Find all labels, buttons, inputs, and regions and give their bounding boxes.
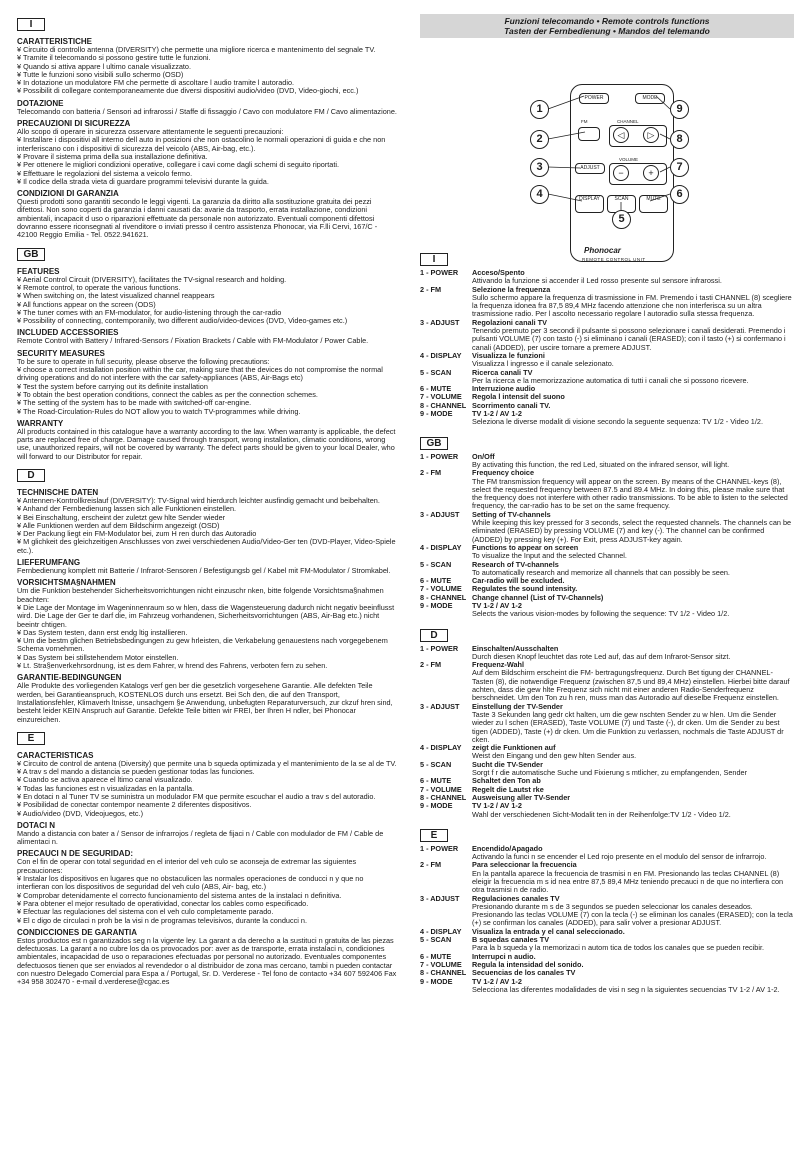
- function-row: [420, 469, 794, 510]
- function-title: Research of TV-channels: [472, 559, 559, 569]
- function-row: [420, 936, 794, 953]
- function-desc: To visualize the Input and the selected Channel.: [472, 551, 627, 561]
- function-row: [420, 895, 794, 928]
- function-key: 1 - POWER: [420, 643, 459, 653]
- function-desc: Auf dem Bildschirm erscheint die FM- bertragungsfrequenz. Durch Bet tigung der CHANNEL-Tasten (8), die notwendige Frequenz (zwischen 87,5 und 89,4 MHz) einstellen. Hierbei bitte darauf achten, dass die gew hlte Frequenz sich nicht mit einer anderen Radio-Senderfrequenz berschneidet. Um den Ton zu h ren, muss man das Autoradio auf dieselbe Frequenz einstellen.: [472, 668, 790, 703]
- feature-item: ¥ Audio/video (DVD, Videojuegos, etc.): [17, 810, 397, 818]
- function-title: TV 1-2 / AV 1-2: [472, 600, 522, 610]
- callout-4: 4: [530, 185, 549, 204]
- feature-item: ¥ Tramite il telecomando si possono gestire tutte le funzioni.: [17, 54, 397, 62]
- volume-down-button[interactable]: −: [613, 165, 629, 181]
- function-body: [472, 802, 794, 819]
- power-button[interactable]: POWER: [579, 93, 609, 104]
- warranty-text: Questi prodotti sono garantiti secondo le leggi vigenti. La garanzia da diritto alla sostituzione gratuita dei pezzi difettosi. Non sono coperti da garanzia i danni causati da: avarie da trasporto, errata installazione, condizioni ambientali, incapacit d uso o riparazioni effettuate da personale non autorizzato. Eventuali componenti difettosi dovranno essere riconsegnati al rivenditore o inviati presso il centro assistenza Phonocar, via F.lli Cervi, 167/C - 42100 Reggio Emilia - Tel. 0522.941621.: [17, 197, 378, 240]
- function-body: [472, 561, 794, 578]
- function-title: Frequency choice: [472, 468, 535, 478]
- function-desc: Sullo schermo appare la frequenza di trasmissione in FM. Premendo i tasti CHANNEL (8) scegliere la frequenza idonea fra 87,5 89,4 MHz facendo attenzione che non interferisca su un altra trasmissione radio. Per l ascolto necessario regolare l autoradio sulla stessa frequenza.: [472, 292, 792, 319]
- feature-item: ¥ In dotazione un modulatore FM che permette di ascoltare l audio tramite l autoradio.: [17, 79, 397, 87]
- callout-2: 2: [530, 130, 549, 149]
- function-body: [472, 269, 794, 286]
- feature-item: ¥ Antennen-Kontrollkreislauf (DIVERSITY): TV-Signal wird hierdurch leichter ausfindig gemacht und beibehalten.: [17, 497, 397, 505]
- function-key: 4 - DISPLAY: [420, 743, 462, 753]
- function-body: [472, 369, 794, 386]
- function-key: 7 - VOLUME: [420, 784, 462, 794]
- function-key: 8 - CHANNEL: [420, 792, 467, 802]
- function-title: Car-radio will be excluded.: [472, 576, 565, 586]
- feature-item: ¥ Remote control, to operate the various functions.: [17, 284, 397, 292]
- function-key: 4 - DISPLAY: [420, 350, 462, 360]
- language-badge: GB: [17, 248, 45, 261]
- function-title: Secuencias de los canales TV: [472, 968, 576, 978]
- function-body: [472, 469, 794, 510]
- feature-item: ¥ Possibilit di collegare contemporaneamente due diversi dispositivi audio/video (DVD, Video-giochi, ecc.): [17, 87, 397, 95]
- safety-item: ¥ Installare i dispositivi all interno dell auto in posizioni che non ostacolino le normali operazioni di guida e che non interferiscano con i dispositivi di sicurezza del veicolo (ABS, Air-bag, etc.).: [17, 136, 397, 153]
- accessories-text: Remote Control with Battery / Infrared-Sensors / Fixation Brackets / Cable with FM-Modulator / Power Cable.: [17, 336, 369, 346]
- function-body: [472, 661, 794, 702]
- warranty-text: All products contained in this catalogue have a warranty according to the law. When warranty is applicable, the defect parts are replaced free of charge. Damage caused through transport, wrong installation, climatic conditions, wrong use, unauthorized repairs, will not be covered by warranty. The defect parts should be given to your local Dealer, who will forward to our Distributor for repair.: [17, 426, 396, 461]
- feature-item: ¥ Posibilidad de conectar contempor neamente 2 diferentes dispositivos.: [17, 801, 397, 809]
- features-heading: FEATURES: [17, 266, 60, 276]
- function-row: [420, 319, 794, 352]
- function-title: Visualiza la entrada y el canal seleccionado.: [472, 926, 625, 936]
- callout-5: 5: [612, 210, 631, 229]
- function-title: Encendido/Apagado: [472, 843, 543, 853]
- safety-intro: To be sure to operate in full security, please observe the following precautions:: [17, 356, 270, 366]
- accessories-heading: DOTACI N: [17, 820, 56, 830]
- function-body: [472, 861, 794, 894]
- features-heading: CARATTERISTICHE: [17, 37, 92, 46]
- functions-list: [420, 249, 794, 994]
- banner-line-2: Tasten der Fernbedienung • Mandos del telemando: [504, 26, 710, 36]
- function-title: Einstellung der TV-Sender: [472, 701, 563, 711]
- channel-down-button[interactable]: ◁: [613, 127, 629, 143]
- feature-item: ¥ A trav s del mando a distancia se pueden gestionar todas las funciones.: [17, 768, 397, 776]
- function-title: Sucht die TV-Sender: [472, 759, 543, 769]
- function-title: Functions to appear on screen: [472, 542, 579, 552]
- function-desc: Visualizza l ingresso e il canale selezionato.: [472, 359, 614, 369]
- feature-item: ¥ Circuito de control de antena (Diversity) que permite una b squeda optimizada y el mantenimiento de la se al de TV.: [17, 760, 397, 768]
- function-key: 9 - MODE: [420, 600, 453, 610]
- function-desc: Presionando durante m s de 3 segundos se pueden seleccionar los canales deseados. Presionando las teclas VOLUME (7) con la tecla (-) se eliminan los canales (ERASED); con la tecla (+) se confirman los canales (ADDED), para salir volver a presionar ADJUST.: [472, 901, 793, 928]
- function-key: 8 - CHANNEL: [420, 968, 467, 978]
- volume-label: VOLUME: [619, 157, 639, 162]
- safety-heading: SECURITY MEASURES: [17, 348, 105, 358]
- safety-intro: Allo scopo di operare in sicurezza osservare attentamente le seguenti precauzioni:: [17, 127, 284, 137]
- function-row: [420, 286, 794, 319]
- feature-item: ¥ Der Packung liegt ein FM-Modulator bei, zum H ren durch das Autoradio: [17, 530, 397, 538]
- callout-3: 3: [530, 158, 549, 177]
- callout-lines: [420, 38, 794, 268]
- feature-item: ¥ Tutte le funzioni sono visibili sullo schermo (OSD): [17, 71, 397, 79]
- remote-unit-caption: REMOTE CONTROL UNIT: [582, 257, 646, 262]
- function-row: [420, 453, 794, 470]
- function-key: 4 - DISPLAY: [420, 542, 462, 552]
- feature-item: ¥ The tuner comes with an FM-modulator, for audio-listening through the car-radio: [17, 309, 397, 317]
- function-key: 6 - MUTE: [420, 384, 452, 394]
- function-desc: Weist den Eingang und den gew hlten Sender aus.: [472, 751, 637, 761]
- function-key: 8 - CHANNEL: [420, 592, 467, 602]
- function-body: [472, 286, 794, 319]
- function-body: [472, 511, 794, 544]
- safety-item: ¥ Efectuar las regulaciones del sistema con el veh culo completamente parado.: [17, 908, 397, 916]
- function-title: Interruzione audio: [472, 384, 536, 394]
- function-row: [420, 544, 794, 561]
- function-key: 7 - VOLUME: [420, 392, 462, 402]
- function-body: [472, 453, 794, 470]
- function-title: Scorrimento canali TV.: [472, 400, 551, 410]
- function-desc: The FM transmission frequency will appear on the screen. By means of the CHANNEL-keys (8), select the requested frequency between 87.5 and 89.4 MHz. In doing this, please make sure that the frequency does not interfere with other radio transmissions. To be able to listen to the selected frequency, the car-radio has to be set on the same frequency.: [472, 476, 788, 511]
- callout-8: 8: [670, 130, 689, 149]
- function-key: 4 - DISPLAY: [420, 926, 462, 936]
- function-key: 6 - MUTE: [420, 776, 452, 786]
- function-key: 3 - ADJUST: [420, 509, 460, 519]
- function-desc: Selecciona las diferentes modalidades de visi n seg n la siguientes secuencias TV 1-2 / AV 1-2.: [472, 984, 780, 994]
- function-body: [472, 319, 794, 352]
- functions-section-d: [420, 625, 794, 819]
- safety-item: ¥ Comprobar detenidamente el correcto funcionamiento del sistema antes de la instalaci n definitiva.: [17, 892, 397, 900]
- function-title: B squedas canales TV: [472, 935, 550, 945]
- safety-item: ¥ Il codice della strada vieta di guardare programmi televisivi durante la guida.: [17, 178, 397, 186]
- adjust-button[interactable]: ADJUST: [575, 163, 605, 174]
- function-desc: Selects the various vision-modes by following the sequence: TV 1/2 - Video 1/2.: [472, 609, 730, 619]
- function-row: [420, 511, 794, 544]
- language-badge: I: [420, 253, 448, 266]
- feature-item: ¥ Aerial Control Circuit (DIVERSITY), facilitates the TV-signal research and holding.: [17, 276, 397, 284]
- safety-heading: PRECAUCI N DE SEGURIDAD:: [17, 849, 134, 859]
- safety-intro: Um die Funktion bestehender Sicherheitsvorrichtungen nicht einzuschr nken, bitte folgende Vorsichtsma§nahmen beachten:: [17, 586, 384, 604]
- right-column: [420, 14, 794, 994]
- left-column: [17, 14, 397, 991]
- function-row: [420, 269, 794, 286]
- feature-item: ¥ Anhand der Fernbedienung lassen sich alle Funktionen einstellen.: [17, 505, 397, 513]
- function-title: Ausweisung aller TV-Sender: [472, 792, 571, 802]
- feature-item: ¥ Cuando se activa aparece el ltimo canal visualizado.: [17, 776, 397, 784]
- safety-item: ¥ El c digo de circulaci n proh be la visi n de programas televisivos, durante la conducci n.: [17, 917, 397, 925]
- function-desc: Per la ricerca e la memorizzazione automatica di tutti i canali che si possono ricevere.: [472, 375, 749, 385]
- function-desc: Activando la funci n se encender el Led rojo presente en el modulo del sensor de infrarrojo.: [472, 852, 767, 862]
- channel-label: CHANNEL: [617, 119, 639, 124]
- function-title: Visualizza le funzioni: [472, 350, 545, 360]
- function-desc: Durch diesen Knopf leuchtet das rote Led auf, das auf dem Infrarot-Sensor sitzt.: [472, 651, 731, 661]
- function-key: 5 - SCAN: [420, 759, 452, 769]
- function-desc: By activating this function, the red Led, situated on the infrared sensor, will light.: [472, 459, 730, 469]
- safety-item: ¥ Um die bestm glichen Betriebsbedingungen zu gew hrleisten, die Verkabelung genauestens nach vorgegebenem Schema vornehmen.: [17, 637, 397, 654]
- function-row: [420, 845, 794, 862]
- function-desc: Para la b squeda y la memorizaci n autom tica de todos los canales que se pueden recibir.: [472, 943, 765, 953]
- function-body: [472, 410, 794, 427]
- remote-diagram: [420, 38, 794, 262]
- feature-item: ¥ Todas las funciones est n visualizadas en la pantalla.: [17, 785, 397, 793]
- function-key: 9 - MODE: [420, 801, 453, 811]
- functions-section-e: [420, 825, 794, 994]
- function-title: TV 1-2 / AV 1-2: [472, 976, 522, 986]
- function-title: TV 1-2 / AV 1-2: [472, 409, 522, 419]
- function-key: 1 - POWER: [420, 843, 459, 853]
- safety-item: ¥ Das System bei stillstehendem Motor einstellen.: [17, 654, 397, 662]
- safety-item: ¥ To obtain the best operation conditions, connect the cables as per the connection schemes.: [17, 391, 397, 399]
- feature-item: ¥ Possibility of connecting, contemporanily, two different audio/video-devices (DVD, Video-games etc.): [17, 317, 397, 325]
- function-body: [472, 645, 794, 662]
- warranty-text: Alle Produkte des vorliegenden Katalogs verf gen ber die gesetzlich vorgesehene Garantie. Alle defekten Teile werden, bei Garantieanspruch, KOSTENLOS durch uns ersetzt. Bei Sch den, die auf den Transport, Installationsfehler, Klimaverh ltnisse, unsachgem §e Anwendung, unbefugten Reparaturversuch, zur ckzuf hren sind, besteht leider KEIN Anspruch auf Garantie. Defekte Teile bitten wir FREI, ber Ihren H ndler, bei Phonocar einzureichen.: [17, 681, 393, 724]
- function-title: Selezione la frequenza: [472, 284, 551, 294]
- function-row: [420, 602, 794, 619]
- feature-item: ¥ All functions appear on the screen (ODS): [17, 301, 397, 309]
- safety-item: ¥ Provare il sistema prima della sua installazione definitiva.: [17, 153, 397, 161]
- volume-up-button[interactable]: +: [643, 165, 659, 181]
- accessories-heading: DOTAZIONE: [17, 98, 64, 108]
- function-desc: En la pantalla aparece la frecuencia de trasmisi n en FM. Presionando las teclas CHANNEL (8) eleigir la frecuencia m s id nea entre 87,5 89,4 MHz teniendo precauci n de que no interfiera con otra trasmisi n de radio.: [472, 868, 784, 895]
- functions-banner: [420, 14, 794, 38]
- functions-section-i: [420, 249, 794, 427]
- function-key: 8 - CHANNEL: [420, 400, 467, 410]
- warranty-heading: CONDICCIONES DE GARANTIA: [17, 927, 138, 937]
- accessories-heading: INCLUDED ACCESSORIES: [17, 328, 119, 338]
- mute-button[interactable]: MUTE: [639, 195, 668, 213]
- safety-item: ¥ Das System testen, dann erst endg ltig installieren.: [17, 629, 397, 637]
- function-title: Regula la intensidad del sonido.: [472, 959, 584, 969]
- safety-item: ¥ Instalar los dispositivos en lugares que no obstaculicen las normales operaciones de conducci n y que no interfieran con los dispositivos de seguridad del veh culo (ABS, Air- bag, etc.): [17, 875, 397, 892]
- function-key: 3 - ADJUST: [420, 317, 460, 327]
- function-body: [472, 978, 794, 995]
- function-desc: While keeping this key pressed for 3 seconds, select the requested channels. The channels can be eliminated (ERASED) by pressing VOLUME (7) and key (-). The channel can be confirmed (ADDED) by pressing key (+). For Exit, press ADJUST-key again.: [472, 518, 792, 544]
- feature-item: ¥ When switching on, the latest visualized channel reappears: [17, 292, 397, 300]
- feature-item: ¥ Quando si attiva appare l ultimo canale visualizzato.: [17, 63, 397, 71]
- function-key: 3 - ADJUST: [420, 701, 460, 711]
- function-title: Regulates the sound intensity.: [472, 584, 578, 594]
- language-badge: E: [420, 829, 448, 842]
- display-button[interactable]: DISPLAY: [575, 195, 604, 213]
- callout-7: 7: [670, 158, 689, 177]
- function-key: 9 - MODE: [420, 409, 453, 419]
- safety-intro: Con el fin de operar con total seguridad en el interior del veh culo se aconseja de extremar las siguientes precauciones:: [17, 857, 357, 875]
- function-desc: Tenendo premuto per 3 secondi il pulsante si possono selezionare i canali desiderati. Premendo i pulsanti VOLUME (7) con tasto (-) si eliminano i canali (ERASED); con il tasto (+) si confermano i canali (ADDED), per uscire tornare a premere ADJUST.: [472, 326, 786, 352]
- function-row: [420, 744, 794, 761]
- function-key: 5 - SCAN: [420, 935, 452, 945]
- function-body: [472, 895, 794, 928]
- function-row: [420, 410, 794, 427]
- function-body: [472, 845, 794, 862]
- section-e: [17, 728, 397, 987]
- function-body: [472, 602, 794, 619]
- function-key: 6 - MUTE: [420, 576, 452, 586]
- function-desc: Taste 3 Sekunden lang gedr ckt halten, um die gew nschten Sender zu w hlen. Um die Sender wieder zu l schen (ERASED), Taste VOLUME (7) und Taste (-), dr cken. Um die Sender zu best tigen (ADDED), Taste (+) dr cken. Um die Funktion zu verlassen, nochmals die Taste ADJUST dr cken.: [472, 709, 784, 744]
- function-key: 5 - SCAN: [420, 367, 452, 377]
- features-heading: CARACTERISTICAS: [17, 750, 94, 760]
- safety-heading: VORSICHTSMA§NAHMEN: [17, 578, 116, 588]
- feature-item: ¥ Alle Funktionen werden auf dem Bildschirm angezeigt (OSD): [17, 522, 397, 530]
- fm-label: FM: [581, 119, 588, 124]
- safety-heading: PRECAUZIONI DI SICUREZZA: [17, 119, 131, 129]
- function-title: Acceso/Spento: [472, 268, 525, 277]
- feature-item: ¥ Bei Einschaltung, erscheint der zuletzt gew hlte Sender wieder: [17, 514, 397, 522]
- function-key: 2 - FM: [420, 860, 442, 870]
- safety-item: ¥ Die Lage der Montage im Wageninnenraum so w hlen, dass die Wagensteuerung dadurch nicht negativ beeinflusst wird. Die Lage der Ger te darf die, im Fahrzeug vorhandenen, Sicherheitsvorrichtungen (ABS, Air-Bag etc.) nicht beeintr chtigen.: [17, 604, 397, 629]
- function-title: Interrupci n audio.: [472, 951, 536, 961]
- function-row: [420, 369, 794, 386]
- section-d: [17, 465, 397, 724]
- feature-item: ¥ En dotaci n al Tuner TV se suministra un modulador FM que permite escuchar el audio a trav s del autoradio.: [17, 793, 397, 801]
- function-key: 9 - MODE: [420, 976, 453, 986]
- function-title: Regolazioni canali TV: [472, 317, 548, 327]
- accessories-text: Fernbedienung komplett mit Batterie / Infrarot-Sensoren / Befestigungsb gel / Kabel mit FM-Modulator / Stromkabel.: [17, 566, 391, 576]
- feature-item: ¥ Circuito di controllo antenna (DIVERSITY) che permette una migliore ricerca e mantenimento del segnale TV.: [17, 46, 397, 54]
- function-key: 3 - ADJUST: [420, 893, 460, 903]
- language-badge: E: [17, 732, 45, 745]
- accessories-text: Telecomando con batteria / Sensori ad infrarossi / Staffe di fissaggio / Cavo con modulatore FM / Cavo alimentazione.: [17, 106, 397, 116]
- function-body: [472, 544, 794, 561]
- function-title: On/Off: [472, 451, 495, 461]
- safety-item: ¥ Para obtener el mejor resultado de operatividad, conectar los cables como especificado.: [17, 900, 397, 908]
- function-title: Setting of TV-channels: [472, 509, 551, 519]
- warranty-text: Estos productos est n garantizados seg n la vigente ley. La garant a da derecho a la sustituci n gratuita de las piezas defectuosas. La garant a no cubre los da os provocados por: aver as de transporte, errata instalaci n, condiciones ambientales, incapacidad de uso o reparaciones efectuadas por personal no autorizado. Eventuales componentes defectuosos tienen que ser enviados al revendedor o al distribuidor de zona mas cercano, tambi n pueden contactar con nuestro Delegado Comercial para Espa a / Portugal, Sr. D. Verderese - Tel fono de contacto +34 607 592406 Fax +34 958 302470 - e-mail d.verderese@cgac.es: [17, 935, 397, 987]
- function-title: TV 1-2 / AV 1-2: [472, 801, 522, 811]
- section-i: [17, 14, 397, 240]
- feature-item: ¥ M glichkeit des gleichzeitigen Anschlusses von zwei verschiedenen Audio/Video-Ger ten (DVD-Player, Video-Spiele etc.).: [17, 538, 397, 555]
- mode-button[interactable]: MODE: [635, 93, 665, 104]
- function-row: [420, 802, 794, 819]
- function-key: 6 - MUTE: [420, 951, 452, 961]
- functions-section-gb: [420, 433, 794, 619]
- function-key: 2 - FM: [420, 660, 442, 670]
- accessories-heading: LIEFERUMFANG: [17, 558, 81, 568]
- function-row: [420, 561, 794, 578]
- function-row: [420, 761, 794, 778]
- safety-item: ¥ Per ottenere le migliori condizioni operative, collegare i cavi come dagli schemi di seguito riportati.: [17, 161, 397, 169]
- function-key: 5 - SCAN: [420, 559, 452, 569]
- function-row: [420, 645, 794, 662]
- banner-line-1: Funzioni telecomando • Remote controls functions: [504, 16, 710, 26]
- function-title: Frequenz-Wahl: [472, 660, 525, 670]
- warranty-heading: GARANTIE-BEDINGUNGEN: [17, 673, 122, 683]
- function-title: Regulaciones canales TV: [472, 893, 560, 903]
- function-body: [472, 703, 794, 744]
- warranty-heading: CONDIZIONI DI GARANZIA: [17, 189, 119, 199]
- features-heading: TECHNISCHE DATEN: [17, 487, 99, 497]
- section-gb: [17, 244, 397, 461]
- function-desc: To automatically research and memorize all channels that can possibly be seen.: [472, 567, 730, 577]
- callout-9: 9: [670, 100, 689, 119]
- function-key: 1 - POWER: [420, 268, 459, 277]
- function-key: 7 - VOLUME: [420, 584, 462, 594]
- safety-item: ¥ Effettuare le regolazioni del sistema a veicolo fermo.: [17, 170, 397, 178]
- function-row: [420, 352, 794, 369]
- language-badge: GB: [420, 437, 448, 450]
- channel-up-button[interactable]: ▷: [643, 127, 659, 143]
- safety-item: ¥ Lt. Stra§enverkehrsordnung, ist es dem Fahrer, w hrend des Fahrens, verboten fern zu sehen.: [17, 662, 397, 670]
- function-row: [420, 661, 794, 702]
- function-body: [472, 352, 794, 369]
- safety-item: ¥ choose a correct installation position within the car, making sure that the devices do not compromise the normal driving operations and do not interfere with the car safety-appliances (ABS, Air-Bags etc): [17, 366, 397, 383]
- function-body: [472, 744, 794, 761]
- safety-item: ¥ Test the system before carrying out its definite installation: [17, 383, 397, 391]
- function-desc: Seleziona le diverse modalit di visione secondo la seguente sequenza: TV 1/2 - Video 1/2.: [472, 417, 763, 427]
- safety-item: ¥ The setting of the system has to be made with switched-off car-engine.: [17, 399, 397, 407]
- accessories-text: Mando a distancia con bater a / Sensor de infrarrojos / regleta de fijaci n / Cable con modulador de FM / Cable de alimentaci n.: [17, 828, 384, 847]
- function-row: [420, 703, 794, 744]
- language-badge: I: [17, 18, 45, 31]
- callout-1: 1: [530, 100, 549, 119]
- function-row: [420, 978, 794, 995]
- function-title: Einschalten/Ausschalten: [472, 643, 559, 653]
- function-key: 2 - FM: [420, 284, 442, 294]
- language-badge: D: [420, 629, 448, 642]
- language-badge: D: [17, 469, 45, 482]
- function-body: [472, 761, 794, 778]
- function-row: [420, 861, 794, 894]
- warranty-heading: WARRANTY: [17, 418, 64, 428]
- function-desc: Attivando la funzione si accender il Led rosso presente sul sensore infrarossi.: [472, 276, 722, 286]
- function-title: Schaltet den Ton ab: [472, 776, 541, 786]
- function-key: 7 - VOLUME: [420, 959, 462, 969]
- function-title: Para seleccionar la frecuencia: [472, 860, 577, 870]
- safety-item: ¥ The Road-Circulation-Rules do NOT allow you to watch TV-programmes while driving.: [17, 408, 397, 416]
- function-title: Ricerca canali TV: [472, 367, 533, 377]
- scan-button[interactable]: SCAN: [607, 195, 636, 213]
- function-title: Regelt die Lautst rke: [472, 784, 544, 794]
- function-key: 2 - FM: [420, 468, 442, 478]
- function-title: Change channel (List of TV-Channels): [472, 592, 604, 602]
- callout-6: 6: [670, 185, 689, 204]
- function-desc: Wahl der verschiedenen Sicht-Modalit ten in der Reihenfolge:TV 1/2 - Video 1/2.: [472, 809, 731, 819]
- function-title: Regola l intensit del suono: [472, 392, 565, 402]
- function-title: zeigt die Funktionen auf: [472, 743, 556, 753]
- phonocar-logo: Phonocar: [584, 246, 621, 255]
- function-key: 1 - POWER: [420, 451, 459, 461]
- function-desc: Sorgt f r die automatische Suche und Fixierung s mtlicher, zu empfangenden, Sender: [472, 768, 748, 778]
- function-body: [472, 936, 794, 953]
